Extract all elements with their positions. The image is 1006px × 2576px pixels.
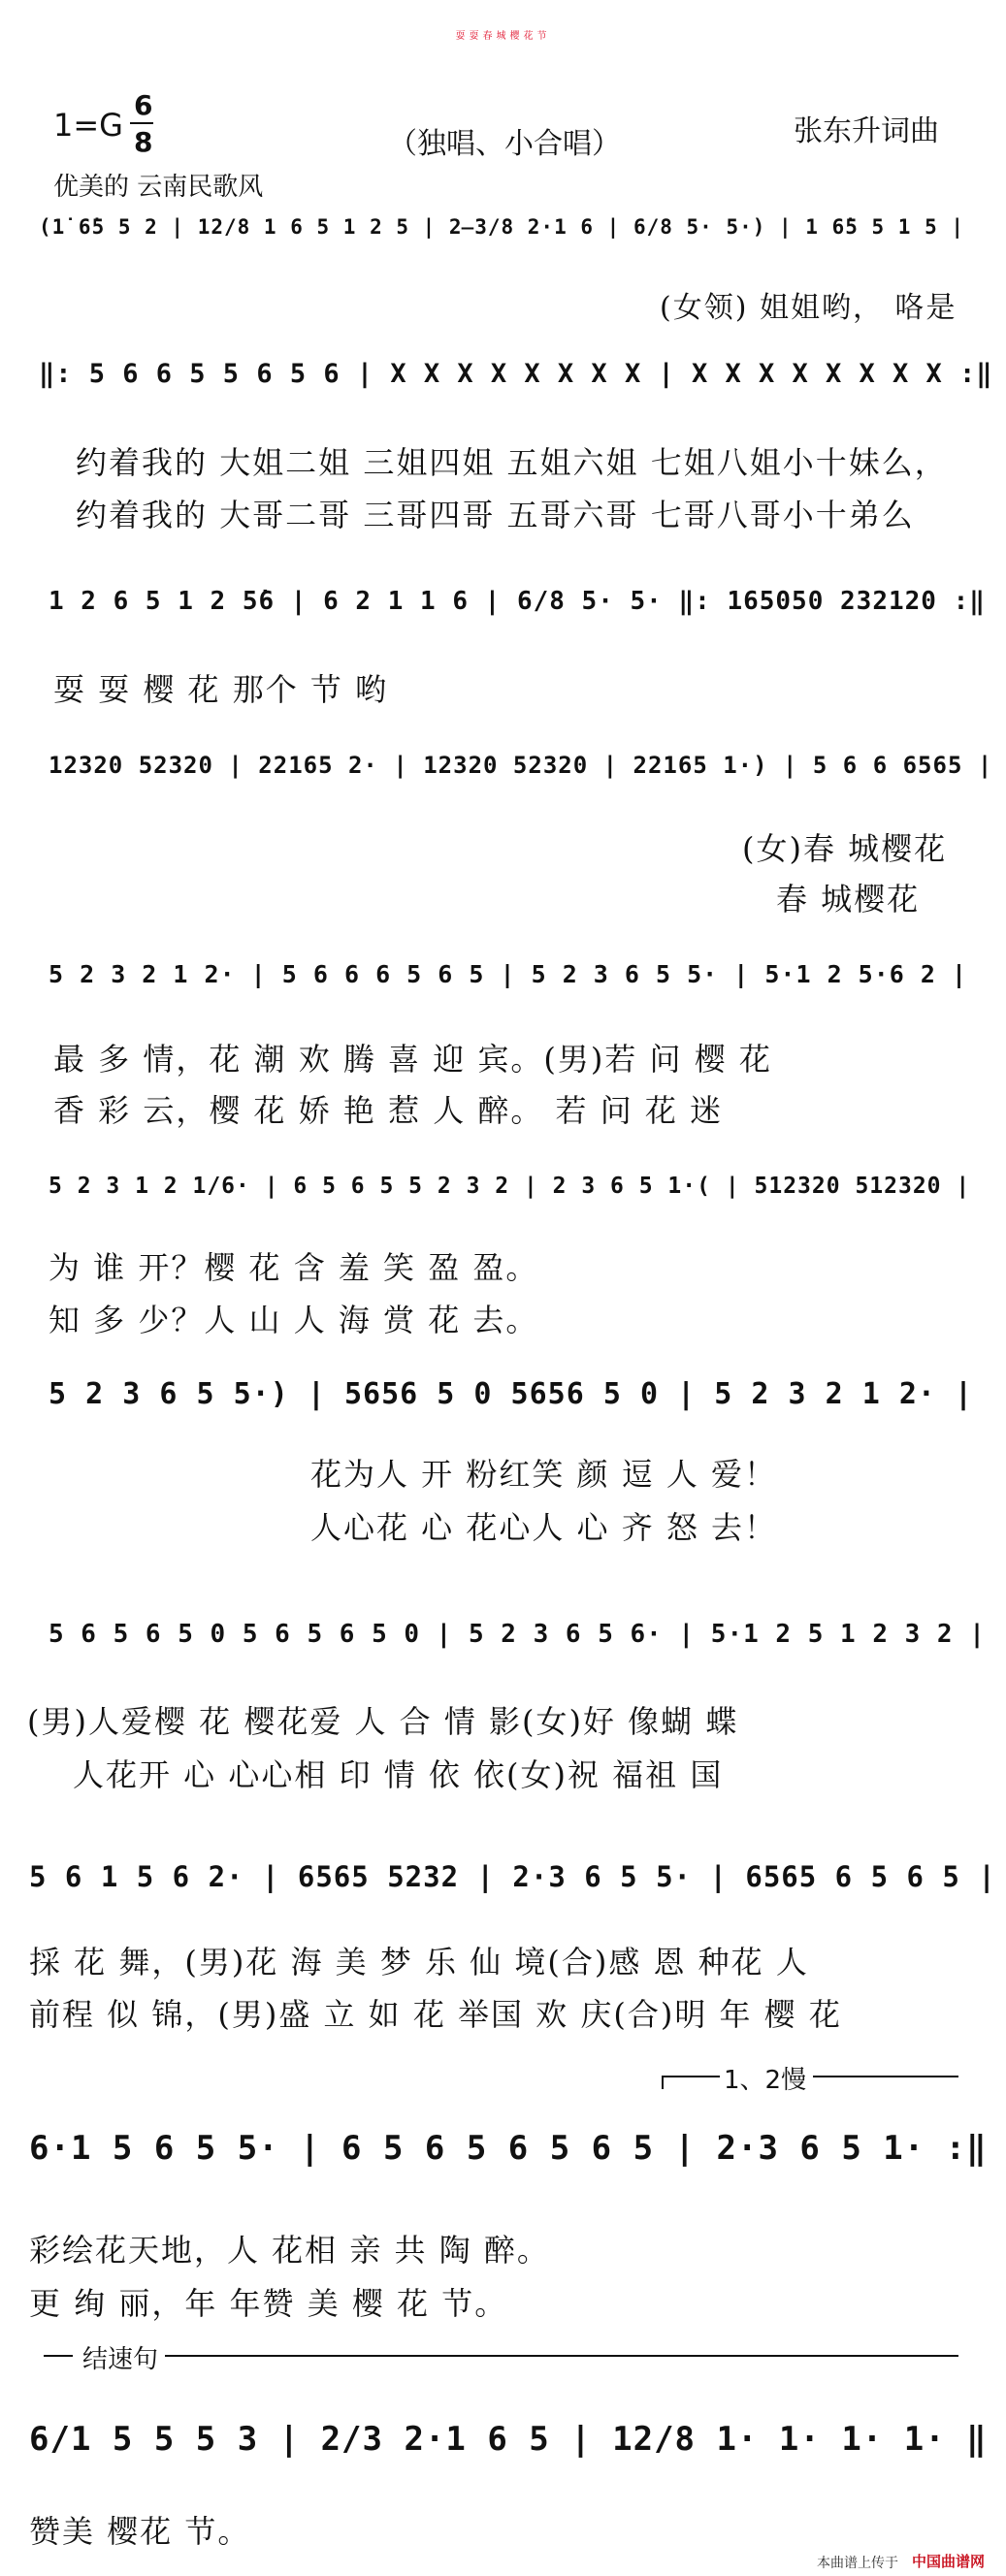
lyric-line: (女)春 城樱花 (742, 830, 948, 867)
lyric-line: 为 谁 开？樱 花 含 羞 笑 盈 盈。 (49, 1249, 539, 1286)
lyric-line: 人心花 心 花心人 心 齐 怒 去！ (310, 1509, 778, 1546)
lyric-line: 最 多 情，花 潮 欢 腾 喜 迎 宾。(男)若 问 樱 花 (53, 1041, 772, 1078)
lyric-line: 香 彩 云，樱 花 娇 艳 惹 人 醉。 若 问 花 迷 (53, 1092, 724, 1129)
tempo-marking: 优美的 云南民歌风 (53, 173, 264, 202)
lyric-line: (男)人爱樱 花 樱花爱 人 合 情 影(女)好 像蝴 蝶 (27, 1703, 739, 1740)
lyric-line: 更 绚 丽，年 年赞 美 樱 花 节。 (29, 2285, 508, 2322)
notation-row: 5 2 3 1 2 1/6· | 6 5 6 5 5 2 3 2 | 2 3 6 5 1·( | 512320 512320 | (49, 1174, 971, 1199)
footer-upload-text: 本曲谱上传于 (817, 2556, 898, 2571)
notation-row: 5 2 3 6 5 5·) | 5656 5 0 5656 5 0 | 5 2 3 2 1 2· | (49, 1377, 974, 1411)
site-logo: 中国曲谱网 (912, 2553, 986, 2570)
composer-credit: 张东升词曲 (794, 114, 939, 148)
volta-bracket-label: 1、2慢 (724, 2066, 807, 2095)
lyric-line: 赞美 樱花 节。 (29, 2513, 251, 2550)
time-sig-top: 6 (134, 89, 153, 121)
lyric-line: 春 城樱花 (776, 881, 921, 918)
subtitle: （独唱、小合唱） (388, 127, 621, 161)
notation-row: 5 6 1 5 6 2· | 6565 5232 | 2·3 6 5 5· | 6565 6 5 6 5 | (29, 1860, 996, 1893)
lyric-line: 耍 耍 樱 花 那个 节 哟 (53, 671, 389, 708)
lyric-line: 前程 似 锦，(男)盛 立 如 花 举国 欢 庆(合)明 年 樱 花 (29, 1996, 842, 2033)
coda-label: 结速句 (82, 2345, 159, 2374)
lyric-line: 约着我的 大哥二哥 三哥四哥 五哥六哥 七哥八哥小十弟么 (76, 497, 915, 533)
notation-row: 5 6 5 6 5 0 5 6 5 6 5 0 | 5 2 3 6 5 6· | 5·1 2 5 1 2 3 2 | (49, 1620, 986, 1649)
lyric-line: 约着我的 大姐二姐 三姐四姐 五姐六姐 七姐八姐小十妹么， (76, 444, 948, 481)
key-signature: 1=G (53, 107, 123, 144)
notation-row: 6/1 5 5 5 3 | 2/3 2·1 6 5 | 12/8 1· 1· 1· 1· ‖ (29, 2420, 988, 2459)
notation-row: 1 2 6 5 1 2 5̇6 | 6 2 1 1 6 | 6/8 5· 5· ‖: 165050 232120 :‖ (49, 587, 986, 616)
lyric-line: 彩绘花天地，人 花相 亲 共 陶 醉。 (29, 2232, 550, 2269)
notation-row: ‖: 5 6 6 5 5 6 5 6 | X X X X X X X X | X X X X X X X X :‖ (39, 359, 993, 389)
notation-row: 6·1 5 6 5 5· | 6 5 6 5 6 5 6 5 | 2·3 6 5 1· :‖ (29, 2129, 988, 2168)
time-sig-bottom: 8 (134, 126, 153, 158)
lyric-line: (女领) 姐姐哟， 咯是 (660, 291, 957, 325)
notation-row: 5 2 3 2 1 2· | 5 6 6 6 5 6 5 | 5 2 3 6 5 5· | 5·1 2 5·6 2 | (49, 960, 968, 988)
lyric-line: 採 花 舞，(男)花 海 美 梦 乐 仙 境(合)感 恩 种花 人 (29, 1944, 809, 1980)
lyric-line: 人花开 心 心心相 印 情 依 依(女)祝 福祖 国 (73, 1756, 724, 1793)
notation-row: (1̇ 6̇5 5 2 | 12/8 1 6 5 1 2 5 | 2̶3/8 2·1 6 | 6/8 5· 5·) | 1 6̇5 5 1 5 | (39, 215, 965, 239)
lyric-line: 知 多 少？人 山 人 海 赏 花 去。 (49, 1302, 539, 1338)
notation-row: 12320 52320 | 22165 2· | 12320 52320 | 22165 1·) | 5 6 6 6565 | (49, 752, 993, 779)
song-title: 耍耍春城樱花节 (455, 31, 551, 42)
lyric-line: 花为人 开 粉红笑 颜 逗 人 爱！ (310, 1456, 778, 1493)
